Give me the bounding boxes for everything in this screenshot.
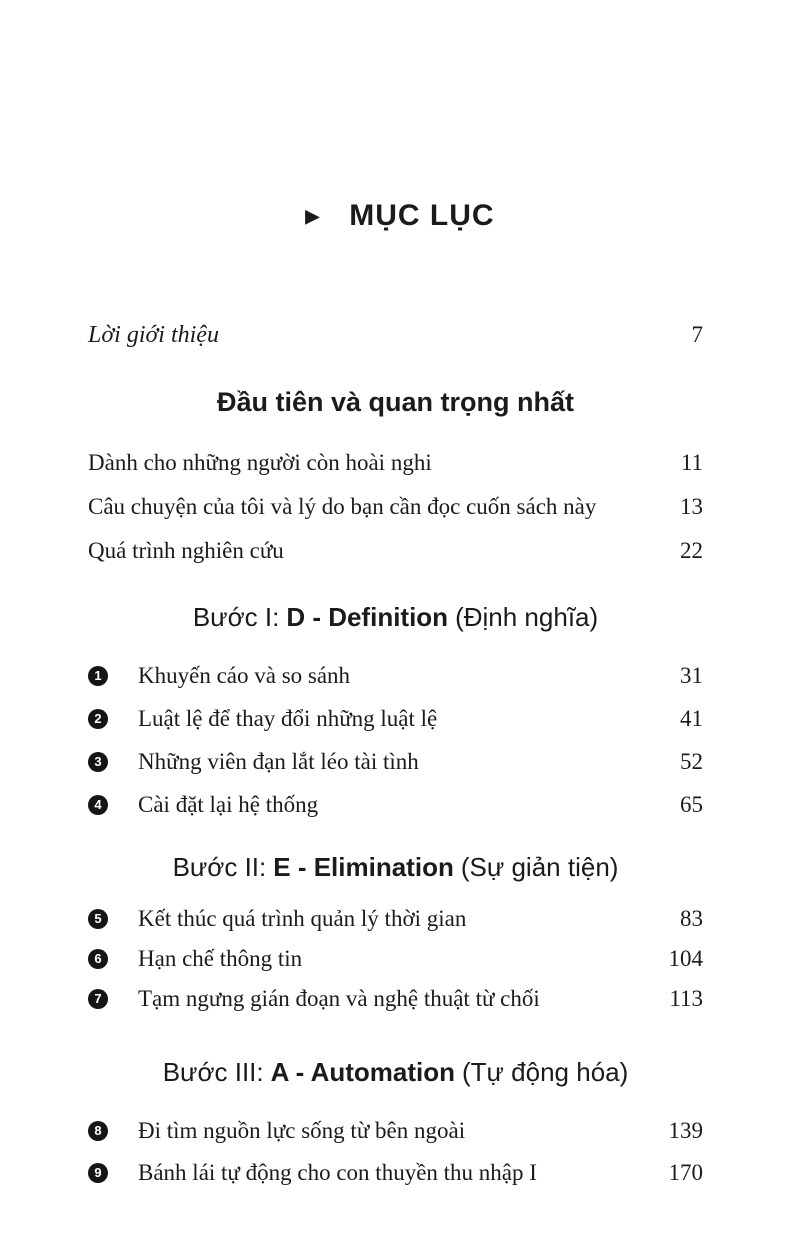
toc-entry [88,492,703,522]
section-heading: Đầu tiên và quan trọng nhất [216,387,574,417]
entry-title: Bánh lái tự động cho con thuyền thu nhập I [138,1160,537,1185]
triangle-marker-icon: ▶ [305,206,320,226]
section-heading [88,851,703,883]
toc-entry [88,1116,703,1146]
entry-page-number: 65 [680,792,703,817]
toc-entry [88,984,703,1014]
heading-prefix: Bước II: [172,852,267,882]
entry-page-number: 11 [680,450,703,475]
heading-bold: A - Automation [270,1057,455,1087]
entry-page-number: 13 [680,494,703,519]
heading-suffix: (Sự giản tiện) [460,852,619,882]
heading-bold: E - Elimination [273,852,454,882]
entry-title: Những viên đạn lắt léo tài tình [138,749,419,774]
entry-title: Tạm ngưng gián đoạn và nghệ thuật từ chối [138,986,540,1011]
toc-entry [88,661,703,691]
entry-title: Khuyến cáo và so sánh [138,663,351,688]
toc-entry [88,904,703,934]
entry-page-number: 170 [668,1160,703,1185]
chapter-number-badge: 1 [88,666,108,686]
section-heading [88,601,703,633]
chapter-number-badge: 4 [88,795,108,815]
toc-section-step-2 [88,851,703,1024]
entry-page-number: 104 [668,946,703,971]
chapter-number-badge: 5 [88,909,108,929]
entry-page-number: 41 [680,706,703,731]
toc-section-first [88,386,703,580]
entry-title: Hạn chế thông tin [138,946,303,971]
chapter-number-badge: 6 [88,949,108,969]
entry-title: Dành cho những người còn hoài nghi [88,450,432,475]
toc-entry-intro [88,320,703,350]
toc-entry [88,704,703,734]
entry-title: Cài đặt lại hệ thống [138,792,319,817]
page-title-text: MỤC LỤC [349,199,495,232]
entry-page-number: 22 [680,538,703,563]
section-heading [88,1056,703,1088]
heading-suffix: (Định nghĩa) [455,602,599,632]
entry-title: Luật lệ để thay đổi những luật lệ [138,706,438,731]
toc-entry [88,944,703,974]
heading-prefix: Bước III: [162,1057,264,1087]
entry-page-number: 139 [668,1118,703,1143]
chapter-number-badge: 9 [88,1163,108,1183]
toc-entry [88,1158,703,1188]
toc-entry [88,448,703,478]
entry-page-number: 113 [669,986,703,1011]
toc-entry [88,747,703,777]
heading-prefix: Bước I: [192,602,280,632]
entry-title: Đi tìm nguồn lực sống từ bên ngoài [138,1118,466,1143]
entry-title: Quá trình nghiên cứu [88,538,284,563]
entry-page-number: 31 [680,663,703,688]
toc-section-step-3 [88,1056,703,1200]
entry-page-number: 83 [680,906,703,931]
entry-title: Lời giới thiệu [88,322,219,348]
chapter-number-badge: 2 [88,709,108,729]
page-title [0,199,800,233]
toc-entry [88,790,703,820]
entry-title: Câu chuyện của tôi và lý do bạn cần đọc cuốn sách này [88,494,597,519]
toc-section-step-1 [88,601,703,833]
entry-page-number: 52 [680,749,703,774]
chapter-number-badge: 8 [88,1121,108,1141]
heading-suffix: (Tự động hóa) [462,1057,629,1087]
chapter-number-badge: 7 [88,989,108,1009]
entry-title: Kết thúc quá trình quản lý thời gian [138,906,467,931]
toc-entry [88,536,703,566]
chapter-number-badge: 3 [88,752,108,772]
heading-bold: D - Definition [286,602,449,632]
entry-page-number: 7 [691,322,703,347]
